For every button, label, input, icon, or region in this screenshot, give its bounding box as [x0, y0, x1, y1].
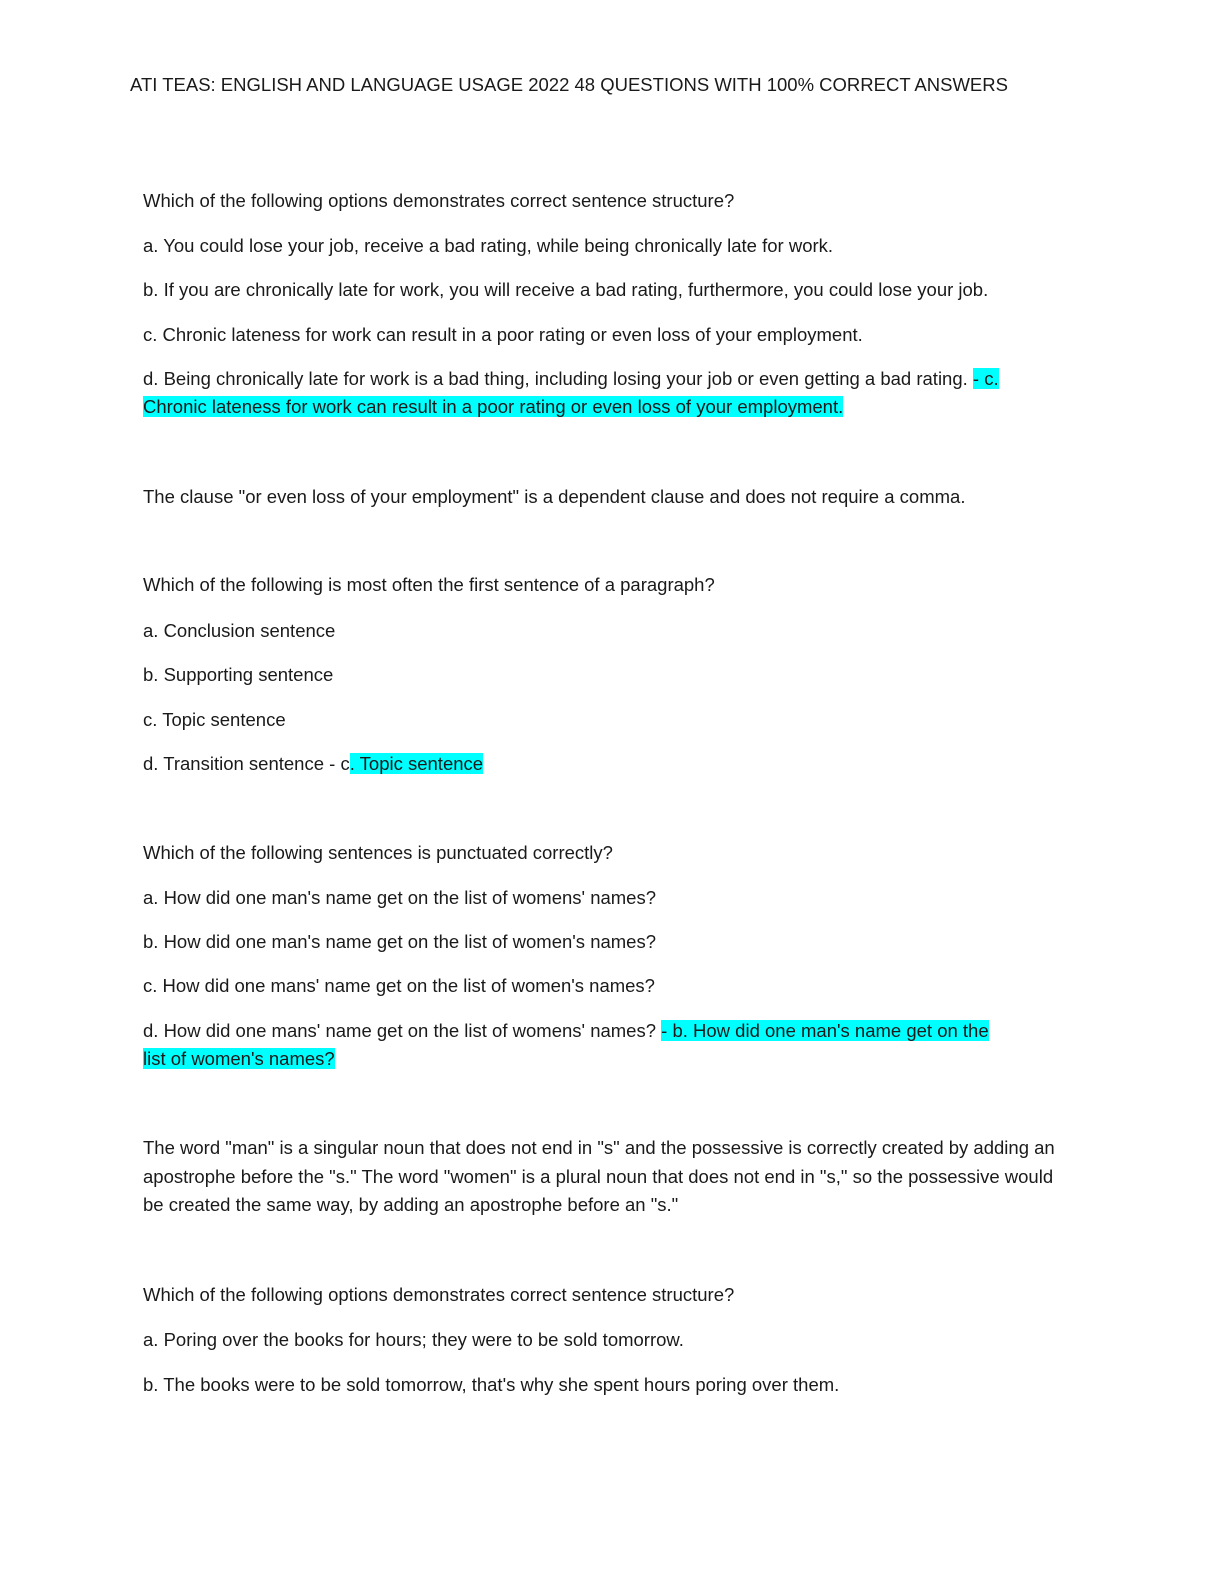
document-title: ATI TEAS: ENGLISH AND LANGUAGE USAGE 2022 48 QUESTIONS WITH 100% CORRECT ANSWERS [130, 74, 1008, 95]
question-3-answer-line [143, 1045, 335, 1073]
question-3-option-b: b. How did one man's name get on the list of women's names? [143, 931, 657, 952]
question-4-option-a: a. Poring over the books for hours; they were to be sold tomorrow. [143, 1329, 684, 1350]
question-1-option-a: a. You could lose your job, receive a bad rating, while being chronically late for work. [143, 235, 834, 256]
question-3-text: Which of the following sentences is punctuated correctly? [143, 842, 613, 863]
question-2-answer-highlight: . Topic sentence [349, 753, 484, 774]
question-3-option-d: d. How did one mans' name get on the list of womens' names? [143, 1020, 662, 1041]
question-3-explanation: The word "man" is a singular noun that does not end in "s" and the possessive is correctly created by adding an apostrophe before the "s." The word "women" is a plural noun that does not end in "s," so the possessive would be created the same way, by adding an apostrophe before an "s." [143, 1137, 1055, 1215]
question-1-option-c: c. Chronic lateness for work can result in a poor rating or even loss of your employment. [143, 324, 863, 345]
question-4-text: Which of the following options demonstrates correct sentence structure? [143, 1284, 735, 1305]
question-2-text: Which of the following is most often the first sentence of a paragraph? [143, 574, 715, 595]
question-3-option-c: c. How did one mans' name get on the list of women's names? [143, 975, 655, 996]
question-1-text: Which of the following options demonstrates correct sentence structure? [143, 190, 735, 211]
question-3-answer-highlight: - b. How did one man's name get on the [661, 1020, 989, 1041]
question-2-option-c: c. Topic sentence [143, 709, 286, 730]
question-3-option-a: a. How did one man's name get on the list of womens' names? [143, 887, 657, 908]
question-2-option-a: a. Conclusion sentence [143, 620, 336, 641]
question-1-explanation: The clause "or even loss of your employment" is a dependent clause and does not require a comma. [143, 486, 966, 507]
question-3-answer-text: list of women's names? [143, 1048, 335, 1069]
question-4-option-b: b. The books were to be sold tomorrow, that's why she spent hours poring over them. [143, 1374, 840, 1395]
question-1-option-d-line [143, 365, 999, 393]
question-2-option-b: b. Supporting sentence [143, 664, 334, 685]
question-1-option-b: b. If you are chronically late for work, you will receive a bad rating, furthermore, you could lose your job. [143, 279, 989, 300]
question-2-option-d: d. Transition sentence - c [143, 753, 350, 774]
question-1-answer-highlight: - c. [972, 368, 999, 389]
question-3-option-d-line [143, 1017, 989, 1045]
question-1-answer-text: Chronic lateness for work can result in a poor rating or even loss of your employment. [143, 396, 844, 417]
question-2-option-d-line [143, 750, 483, 778]
question-1-option-d: d. Being chronically late for work is a bad thing, including losing your job or even getting a bad rating. [143, 368, 973, 389]
question-1-answer-line [143, 393, 843, 421]
